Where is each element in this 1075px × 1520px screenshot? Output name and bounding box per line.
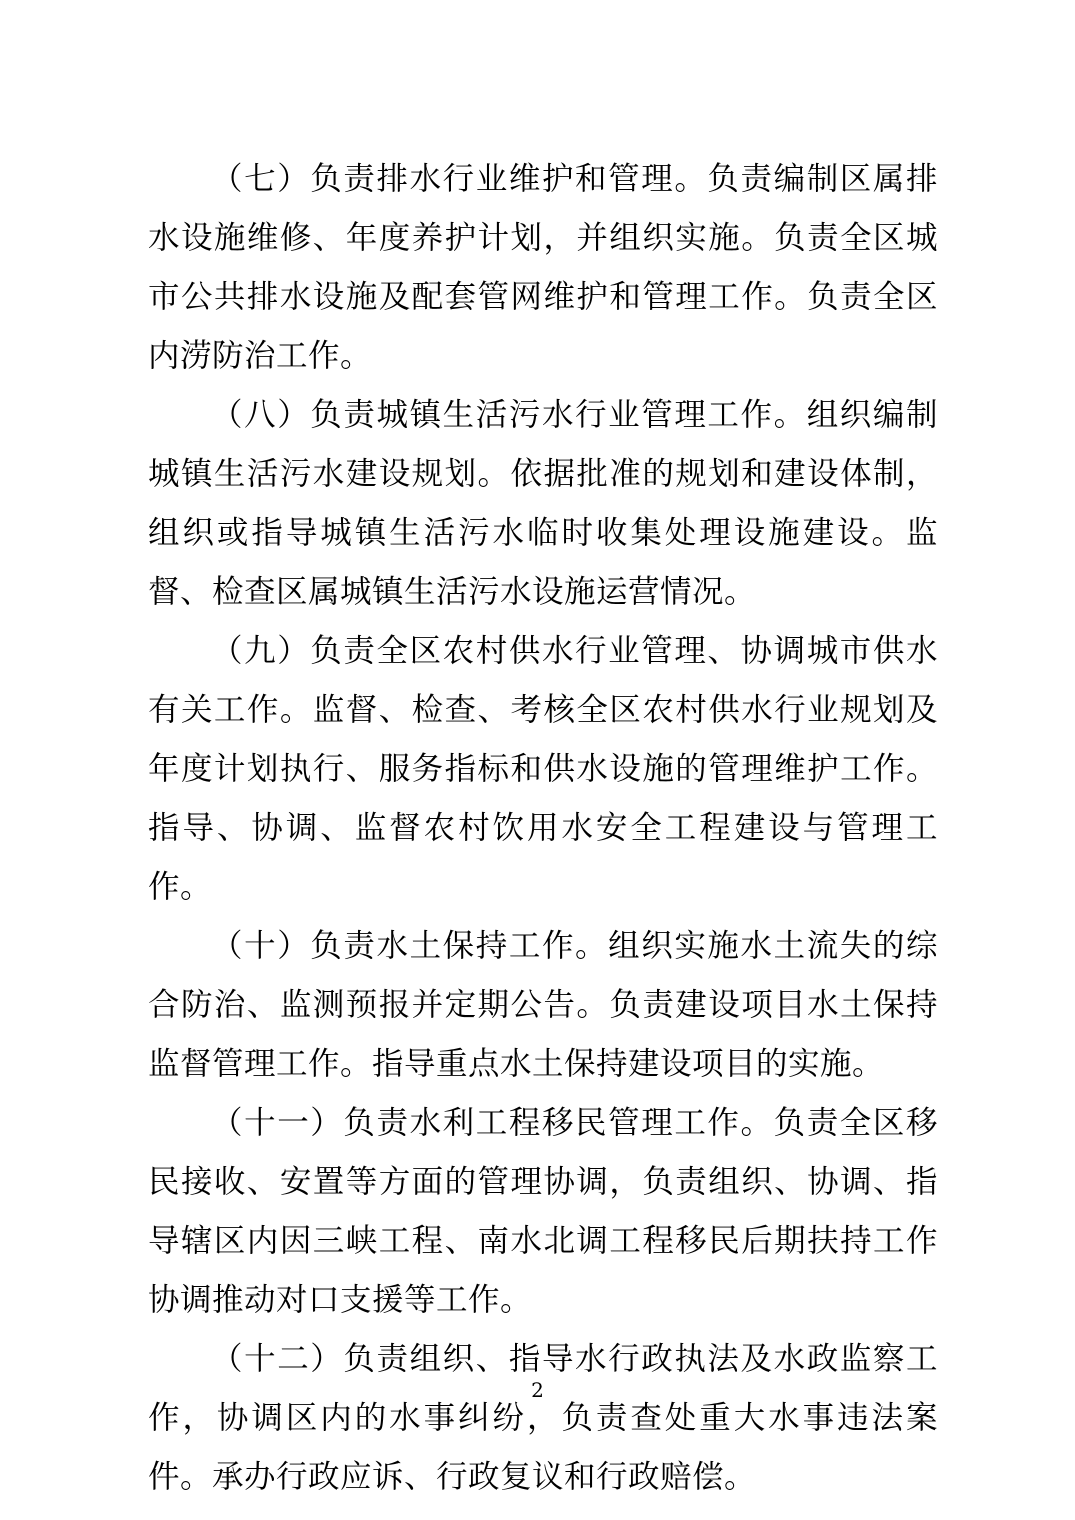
document-body xyxy=(148,150,938,1507)
paragraph-9: （九）负责全区农村供水行业管理、协调城市供水有关工作。监督、检查、考核全区农村供水行业规划及年度计划执行、服务指标和供水设施的管理维护工作。指导、协调、监督农村饮用水安全工程建设与管理工作。 xyxy=(148,633,938,905)
paragraph-12: （十二）负责组织、指导水行政执法及水政监察工作，协调区内的水事纠纷，负责查处重大水事违法案件。承办行政应诉、行政复议和行政赔偿。 xyxy=(148,1341,938,1495)
paragraph-11: （十一）负责水利工程移民管理工作。负责全区移民接收、安置等方面的管理协调，负责组织、协调、指导辖区内因三峡工程、南水北调工程移民后期扶持工作协调推动对口支援等工作。 xyxy=(148,1105,938,1318)
page-number: 2 xyxy=(531,1378,544,1402)
paragraph-7: （七）负责排水行业维护和管理。负责编制区属排水设施维修、年度养护计划，并组织实施。负责全区城市公共排水设施及配套管网维护和管理工作。负责全区内涝防治工作。 xyxy=(148,161,938,374)
paragraph-10: （十）负责水土保持工作。组织实施水土流失的综合防治、监测预报并定期公告。负责建设项目水土保持监督管理工作。指导重点水土保持建设项目的实施。 xyxy=(148,928,938,1082)
paragraph-8: （八）负责城镇生活污水行业管理工作。组织编制城镇生活污水建设规划。依据批准的规划和建设体制，组织或指导城镇生活污水临时收集处理设施建设。监督、检查区属城镇生活污水设施运营情况。 xyxy=(148,397,938,610)
